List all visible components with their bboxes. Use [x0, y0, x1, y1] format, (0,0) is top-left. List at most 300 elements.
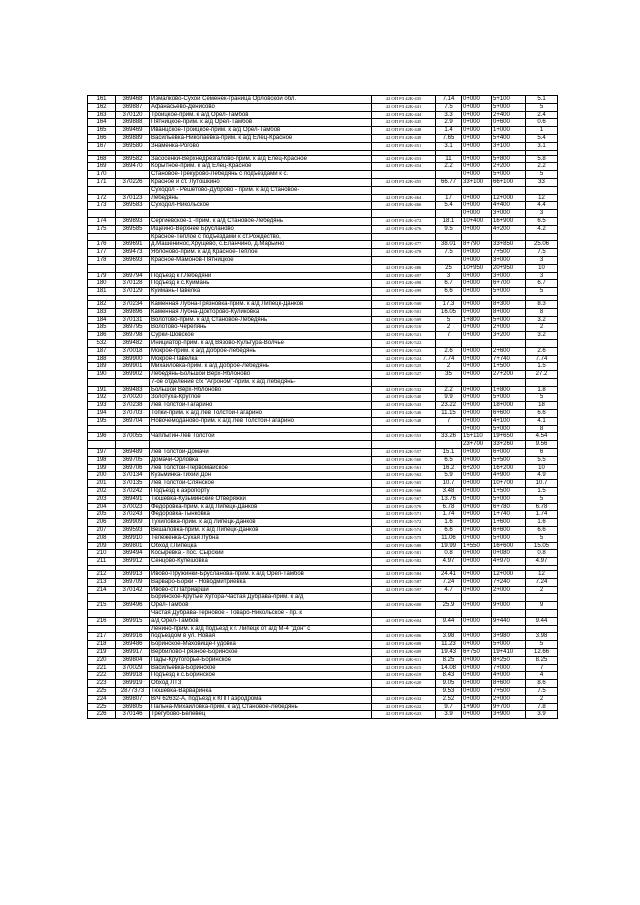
segment-length-cell: 4.2 [526, 225, 558, 233]
road-code-cell: 369910 [116, 534, 150, 542]
registration-number-cell: 42 ОП РЗ 42К-444 [372, 111, 436, 119]
row-number-cell: 225 [88, 703, 116, 711]
segment-start-cell: 0+000 [462, 417, 492, 425]
table-row [88, 178, 558, 186]
segment-start-cell: 0+000 [462, 495, 492, 503]
road-code-cell: 370123 [116, 194, 150, 202]
registration-number-cell: 42 ОП РЗ 42К-565 [372, 480, 436, 488]
road-code-cell: 369483 [116, 386, 150, 394]
segment-length-cell: 1.5 [526, 363, 558, 371]
road-name-cell: Топки-прим. к а/д Лев Толстой-Гагарино [150, 410, 372, 418]
row-number-cell: 194 [88, 410, 116, 418]
road-name-cell: Домачи-Орловка [150, 456, 372, 464]
row-number-cell: 192 [88, 394, 116, 402]
road-name-cell: Каменная Лубна-Докторово-Куликовка [150, 308, 372, 316]
road-name-cell: Ленино-прим. к а/д подъезд к г. Липецк от а/д М-4 "Дон" с [150, 625, 372, 633]
road-code-cell: 369801 [116, 542, 150, 550]
road-name-cell: Суходол - Решетово-Дуброво - прим. к а/д Становое- [150, 186, 372, 194]
registration-number-cell: 42 ОП РЗ 42К-532 [372, 386, 436, 394]
row-number-cell: 215 [88, 602, 116, 610]
road-name-cell: Трегубово-Белевец [150, 711, 372, 719]
segment-start-cell: 0+000 [462, 633, 492, 641]
road-code-cell [116, 171, 150, 179]
table-row [88, 256, 558, 264]
registration-number-cell: 42 ОП РЗ 42К-477 [372, 241, 436, 249]
segment-start-cell: 0+000 [462, 202, 492, 210]
segment-length-cell: 10 [526, 264, 558, 272]
table-row [88, 558, 558, 566]
road-code-cell: 369709 [116, 578, 150, 586]
segment-end-cell: 2+000 [492, 324, 526, 332]
table-row [88, 186, 558, 194]
row-number-cell: 161 [88, 96, 116, 104]
segment-end-cell: 4+400 [492, 202, 526, 210]
segment-end-cell: 6+780 [492, 503, 526, 511]
road-name-cell [150, 425, 372, 433]
segment-end-cell: 33+260 [492, 441, 526, 449]
road-name-cell: Васильевка-Боринское [150, 664, 372, 672]
segment-end-cell: 19+410 [492, 648, 526, 656]
road-code-cell: 369705 [116, 456, 150, 464]
row-number-cell: 167 [88, 142, 116, 150]
road-code-cell: 370120 [116, 111, 150, 119]
segment-length-cell: 4.97 [526, 558, 558, 566]
table-row [88, 210, 558, 218]
row-number-cell [88, 625, 116, 633]
registration-number-cell: 42 ОП РЗ 42К-619 [372, 672, 436, 680]
table-row [88, 495, 558, 503]
segment-end-cell: 3+980 [492, 633, 526, 641]
road-name-cell: Обход г.Липецка [150, 542, 372, 550]
segment-start-cell [462, 233, 492, 241]
road-length-cell [436, 425, 462, 433]
segment-start-cell: 0+000 [462, 308, 492, 316]
segment-start-cell: 0+000 [462, 687, 492, 695]
segment-start-cell: 6+200 [462, 464, 492, 472]
table-row [88, 217, 558, 225]
segment-length-cell: 5 [526, 534, 558, 542]
registration-number-cell: 42 ОП РЗ 42К-540 [372, 394, 436, 402]
registration-number-cell: 42 ОП РЗ 42К-561 [372, 464, 436, 472]
road-length-cell: 5.9 [436, 472, 462, 480]
table-row [88, 355, 558, 363]
segment-end-cell: 7+500 [492, 249, 526, 257]
segment-end-cell: 18+000 [492, 402, 526, 410]
table-row [88, 163, 558, 171]
road-length-cell: 2 [436, 363, 462, 371]
segment-start-cell: 33+100 [462, 178, 492, 186]
segment-end-cell: 5+000 [492, 288, 526, 296]
segment-length-cell: 7.8 [526, 703, 558, 711]
registration-number-cell: 42 ОП РЗ 42К-623 [372, 711, 436, 719]
segment-length-cell: 2.2 [526, 163, 558, 171]
road-code-cell: 369917 [116, 648, 150, 656]
registration-number-cell: 42 ОП РЗ 42К-486 [372, 264, 436, 272]
road-code-cell: 370243 [116, 511, 150, 519]
segment-length-cell: 25.06 [526, 241, 558, 249]
road-code-cell: 2877373 [116, 687, 150, 695]
road-length-cell [436, 625, 462, 633]
row-number-cell: 177 [88, 249, 116, 257]
road-length-cell: 7.5 [436, 103, 462, 111]
road-code-cell: 369896 [116, 308, 150, 316]
segment-end-cell: 10+700 [492, 480, 526, 488]
road-code-cell: 369900 [116, 355, 150, 363]
registration-number-cell: 42 ОП РЗ 42К-498 [372, 280, 436, 288]
row-number-cell [88, 378, 116, 386]
segment-start-cell: 0+000 [462, 425, 492, 433]
road-length-cell: 6.7 [436, 280, 462, 288]
road-name-cell: Боринское-Крутые Хутора-Частая Дубрава-прим. к а/д [150, 594, 372, 602]
registration-number-cell: 42 ОП РЗ 42К-604 [372, 617, 436, 625]
segment-length-cell: 7.5 [526, 687, 558, 695]
table-row [88, 664, 558, 672]
registration-number-cell: 42 ОП РЗ 42К-582 [372, 558, 436, 566]
segment-end-cell: 3+900 [492, 711, 526, 719]
road-length-cell: 16.05 [436, 308, 462, 316]
segment-start-cell: 0+000 [462, 534, 492, 542]
road-name-cell: Лев Толстой-Первомайское [150, 464, 372, 472]
segment-end-cell [492, 610, 526, 618]
segment-start-cell: 0+000 [462, 155, 492, 163]
segment-length-cell: 12 [526, 194, 558, 202]
road-code-cell: 369901 [116, 363, 150, 371]
row-number-cell [88, 210, 116, 218]
segment-length-cell: 7.5 [526, 249, 558, 257]
row-number-cell: 226 [88, 711, 116, 719]
road-length-cell: 11 [436, 155, 462, 163]
segment-start-cell [462, 594, 492, 602]
table-row [88, 633, 558, 641]
row-number-cell: 200 [88, 472, 116, 480]
road-length-cell: 9.53 [436, 687, 462, 695]
road-name-cell: Частая Дубрава-Терновое - Товаро-Никольское - пр. к [150, 610, 372, 618]
road-length-cell: 2.2 [436, 386, 462, 394]
road-length-cell: 9.5 [436, 225, 462, 233]
row-number-cell: 173 [88, 202, 116, 210]
registration-number-cell: 42 ОП РЗ 42К-597 [372, 586, 436, 594]
segment-length-cell: 10.7 [526, 480, 558, 488]
registration-number-cell [372, 256, 436, 264]
row-number-cell: 163 [88, 111, 116, 119]
registration-number-cell: 42 ОП РЗ 42К-451 [372, 142, 436, 150]
road-code-cell: 369912 [116, 558, 150, 566]
road-code-cell: 369887 [116, 103, 150, 111]
registration-number-cell: 42 ОП РЗ 42К-522 [372, 339, 436, 347]
road-code-cell: 369913 [116, 571, 150, 579]
road-length-cell: 11.06 [436, 534, 462, 542]
road-name-cell [150, 264, 372, 272]
row-number-cell: 184 [88, 316, 116, 324]
segment-start-cell: 0+000 [462, 332, 492, 340]
table-row [88, 378, 558, 386]
road-name-cell: Косыревка - пос. Сырский [150, 550, 372, 558]
road-code-cell: 369888 [116, 119, 150, 127]
row-number-cell: 198 [88, 456, 116, 464]
road-name-cell: Мокрое-прим. к а/д Доброе-Лебедянь [150, 347, 372, 355]
segment-end-cell: 16+900 [492, 217, 526, 225]
road-code-cell: 370238 [116, 402, 150, 410]
row-number-cell: 172 [88, 194, 116, 202]
segment-length-cell: 3 [526, 210, 558, 218]
registration-number-cell: 42 ОП РЗ 42К-464 [372, 194, 436, 202]
row-number-cell: 180 [88, 280, 116, 288]
row-number-cell: 170 [88, 171, 116, 179]
road-length-cell: 6.6 [436, 288, 462, 296]
registration-number-cell [372, 594, 436, 602]
row-number-cell: 196 [88, 433, 116, 441]
table-row [88, 264, 558, 272]
segment-length-cell [526, 594, 558, 602]
road-name-cell: Васильевка-Николаевка-прим. к а/д Елец-Красное [150, 134, 372, 142]
segment-end-cell: 5+100 [492, 96, 526, 104]
table-row [88, 249, 558, 257]
registration-number-cell: 42 ОП РЗ 42К-472 [372, 217, 436, 225]
road-length-cell: 3 [436, 272, 462, 280]
segment-length-cell: 1 [526, 127, 558, 135]
row-number-cell [88, 186, 116, 194]
table-row [88, 225, 558, 233]
road-code-cell [116, 425, 150, 433]
road-name-cell: Пады-Крутогорье-Боринское [150, 656, 372, 664]
row-number-cell: 174 [88, 217, 116, 225]
road-length-cell: 7.14 [436, 96, 462, 104]
segment-end-cell: 7+740 [492, 355, 526, 363]
road-length-cell [436, 441, 462, 449]
row-number-cell: 183 [88, 308, 116, 316]
row-number-cell: 217 [88, 633, 116, 641]
segment-length-cell: 5 [526, 394, 558, 402]
road-code-cell: 370018 [116, 347, 150, 355]
road-length-cell: 2 [436, 324, 462, 332]
segment-length-cell: 8.3 [526, 300, 558, 308]
road-length-cell: 10.7 [436, 480, 462, 488]
segment-end-cell: 3+000 [492, 210, 526, 218]
road-length-cell [436, 186, 462, 194]
registration-number-cell: 42 ОП РЗ 42К-622 [372, 703, 436, 711]
registration-number-cell: 42 ОП РЗ 42К-509 [372, 316, 436, 324]
segment-start-cell: 0+000 [462, 571, 492, 579]
registration-number-cell: 42 ОП РЗ 42К-435 [372, 96, 436, 104]
segment-length-cell: 3.1 [526, 142, 558, 150]
road-length-cell: 3.48 [436, 488, 462, 496]
road-name-cell: Вербилово-Грязное-Боринское [150, 648, 372, 656]
row-number-cell: 212 [88, 571, 116, 579]
road-length-cell: 4.97 [436, 558, 462, 566]
segment-length-cell [526, 233, 558, 241]
table-row [88, 155, 558, 163]
row-number-cell: 532 [88, 339, 116, 347]
registration-number-cell: 42 ОП РЗ 42К-615 [372, 664, 436, 672]
segment-start-cell: 0+000 [462, 300, 492, 308]
table-row [88, 300, 558, 308]
segment-start-cell: 10+950 [462, 264, 492, 272]
road-name-cell: Знаменка-Рогово [150, 142, 372, 150]
table-body [88, 96, 558, 719]
road-code-cell: 369794 [116, 272, 150, 280]
road-length-cell [436, 210, 462, 218]
segment-start-cell [462, 186, 492, 194]
road-length-cell: 8.25 [436, 656, 462, 664]
road-name-cell: Лебедянь [150, 194, 372, 202]
segment-start-cell: 0+000 [462, 272, 492, 280]
segment-start-cell: 0+000 [462, 519, 492, 527]
registration-number-cell: 42 ОП РЗ 42К-560 [372, 456, 436, 464]
table-row [88, 103, 558, 111]
road-name-cell: Куймань-Павелка [150, 288, 372, 296]
row-number-cell: 176 [88, 241, 116, 249]
registration-number-cell: 42 ОП РЗ 42К-476 [372, 225, 436, 233]
registration-number-cell: 42 ОП РЗ 42К-454 [372, 163, 436, 171]
segment-length-cell: 33 [526, 178, 558, 186]
road-code-cell: 369795 [116, 324, 150, 332]
segment-end-cell: 2+000 [492, 586, 526, 594]
road-code-cell: 369583 [116, 202, 150, 210]
row-number-cell: 207 [88, 527, 116, 535]
roads-register-sheet [87, 95, 557, 719]
table-row [88, 610, 558, 618]
road-name-cell: подъездом в ул. Новая [150, 633, 372, 641]
road-code-cell: 369489 [116, 449, 150, 457]
road-length-cell: 7.65 [436, 134, 462, 142]
row-number-cell: 164 [88, 119, 116, 127]
table-row [88, 656, 558, 664]
segment-start-cell: 0+000 [462, 449, 492, 457]
table-row [88, 347, 558, 355]
road-length-cell: 2.9 [436, 119, 462, 127]
road-code-cell: 369580 [116, 142, 150, 150]
segment-end-cell: 12+000 [492, 571, 526, 579]
segment-length-cell: 5 [526, 495, 558, 503]
road-name-cell: Федоровка-прим. к а/д Липецк-Данков [150, 503, 372, 511]
table-row [88, 202, 558, 210]
table-row [88, 386, 558, 394]
table-row [88, 534, 558, 542]
segment-length-cell: 3 [526, 256, 558, 264]
road-code-cell: 369469 [116, 127, 150, 135]
road-name-cell: Чаплыгин-Лев Толстой [150, 433, 372, 441]
segment-length-cell: 5 [526, 171, 558, 179]
row-number-cell: 165 [88, 127, 116, 135]
road-length-cell [436, 339, 462, 347]
segment-start-cell: 0+000 [462, 456, 492, 464]
road-name-cell: Кузьминка-Тихий Дон [150, 472, 372, 480]
road-name-cell: Обход ЛТЗ [150, 680, 372, 688]
road-name-cell: Красное и ст. Лутошкино [150, 178, 372, 186]
row-number-cell: 197 [88, 449, 116, 457]
segment-end-cell: 3+100 [492, 142, 526, 150]
road-length-cell: 1.74 [436, 511, 462, 519]
segment-start-cell: 0+000 [462, 288, 492, 296]
road-code-cell: 369496 [116, 602, 150, 610]
segment-end-cell: 0+600 [492, 119, 526, 127]
table-row [88, 280, 558, 288]
row-number-cell: 211 [88, 558, 116, 566]
road-length-cell: 5 [436, 316, 462, 324]
segment-end-cell: 5+000 [492, 171, 526, 179]
registration-number-cell [372, 171, 436, 179]
segment-length-cell: 4.54 [526, 433, 558, 441]
row-number-cell [88, 264, 116, 272]
segment-start-cell: 0+000 [462, 194, 492, 202]
road-name-cell [150, 441, 372, 449]
road-name-cell: Афанасьево-Денисово [150, 103, 372, 111]
segment-start-cell: 0+000 [462, 550, 492, 558]
segment-start-cell [462, 610, 492, 618]
registration-number-cell: 42 ОП РЗ 42К-546 [372, 410, 436, 418]
road-length-cell: 35 [436, 371, 462, 379]
row-number-cell: 185 [88, 324, 116, 332]
row-number-cell: 204 [88, 503, 116, 511]
registration-number-cell: 42 ОП РЗ 42К-566 [372, 488, 436, 496]
table-row [88, 371, 558, 379]
segment-end-cell: 2+200 [492, 163, 526, 171]
road-code-cell: 369909 [116, 519, 150, 527]
road-name-cell: Боринское-Маховище-Гудовка [150, 641, 372, 649]
row-number-cell [88, 610, 116, 618]
road-length-cell: 23.22 [436, 402, 462, 410]
road-length-cell: 1.6 [436, 519, 462, 527]
row-number-cell: 186 [88, 332, 116, 340]
registration-number-cell [372, 233, 436, 241]
row-number-cell: 182 [88, 300, 116, 308]
road-length-cell: 11.23 [436, 641, 462, 649]
segment-start-cell: 0+000 [462, 578, 492, 586]
segment-end-cell: 5+000 [492, 103, 526, 111]
registration-number-cell: 42 ОП РЗ 42К-449 [372, 134, 436, 142]
segment-length-cell: 12 [526, 571, 558, 579]
road-name-cell: В/Ч 62632-А, подъезд к КПП аэродрома [150, 695, 372, 703]
segment-length-cell: 3.2 [526, 332, 558, 340]
segment-end-cell: 33+850 [492, 241, 526, 249]
segment-start-cell [462, 339, 492, 347]
segment-length-cell [526, 610, 558, 618]
table-row [88, 680, 558, 688]
row-number-cell: 225 [88, 687, 116, 695]
road-name-cell: Варваро-Борки - Новодмитриевка [150, 578, 372, 586]
registration-number-cell: 42 ОП РЗ 42К-455 [372, 178, 436, 186]
road-length-cell: 19.43 [436, 648, 462, 656]
road-code-cell: 369582 [116, 155, 150, 163]
road-length-cell: 18.1 [436, 217, 462, 225]
segment-length-cell: 5.1 [526, 96, 558, 104]
segment-start-cell: 0+000 [462, 472, 492, 480]
table-row [88, 519, 558, 527]
row-number-cell: 202 [88, 488, 116, 496]
table-row [88, 288, 558, 296]
segment-start-cell: 1+550 [462, 542, 492, 550]
segment-length-cell: 2 [526, 695, 558, 703]
table-row [88, 703, 558, 711]
registration-number-cell: 42 ОП РЗ 42К-501 [372, 308, 436, 316]
table-row [88, 672, 558, 680]
road-name-cell [150, 210, 372, 218]
table-row [88, 394, 558, 402]
segment-start-cell: 0+000 [462, 558, 492, 566]
road-code-cell: 370129 [116, 288, 150, 296]
segment-length-cell: 6.5 [526, 217, 558, 225]
segment-end-cell: 66+100 [492, 178, 526, 186]
road-name-cell: Большой Верх-Яблоново [150, 386, 372, 394]
segment-end-cell: 5+000 [492, 641, 526, 649]
segment-end-cell: 8+600 [492, 680, 526, 688]
row-number-cell: 199 [88, 464, 116, 472]
segment-start-cell: 0+000 [462, 249, 492, 257]
road-name-cell: Сурки-Шовское [150, 332, 372, 340]
segment-end-cell: 1+000 [492, 127, 526, 135]
registration-number-cell: 42 ОП РЗ 42К-608 [372, 641, 436, 649]
registration-number-cell: 42 ОП РЗ 42К-553 [372, 433, 436, 441]
